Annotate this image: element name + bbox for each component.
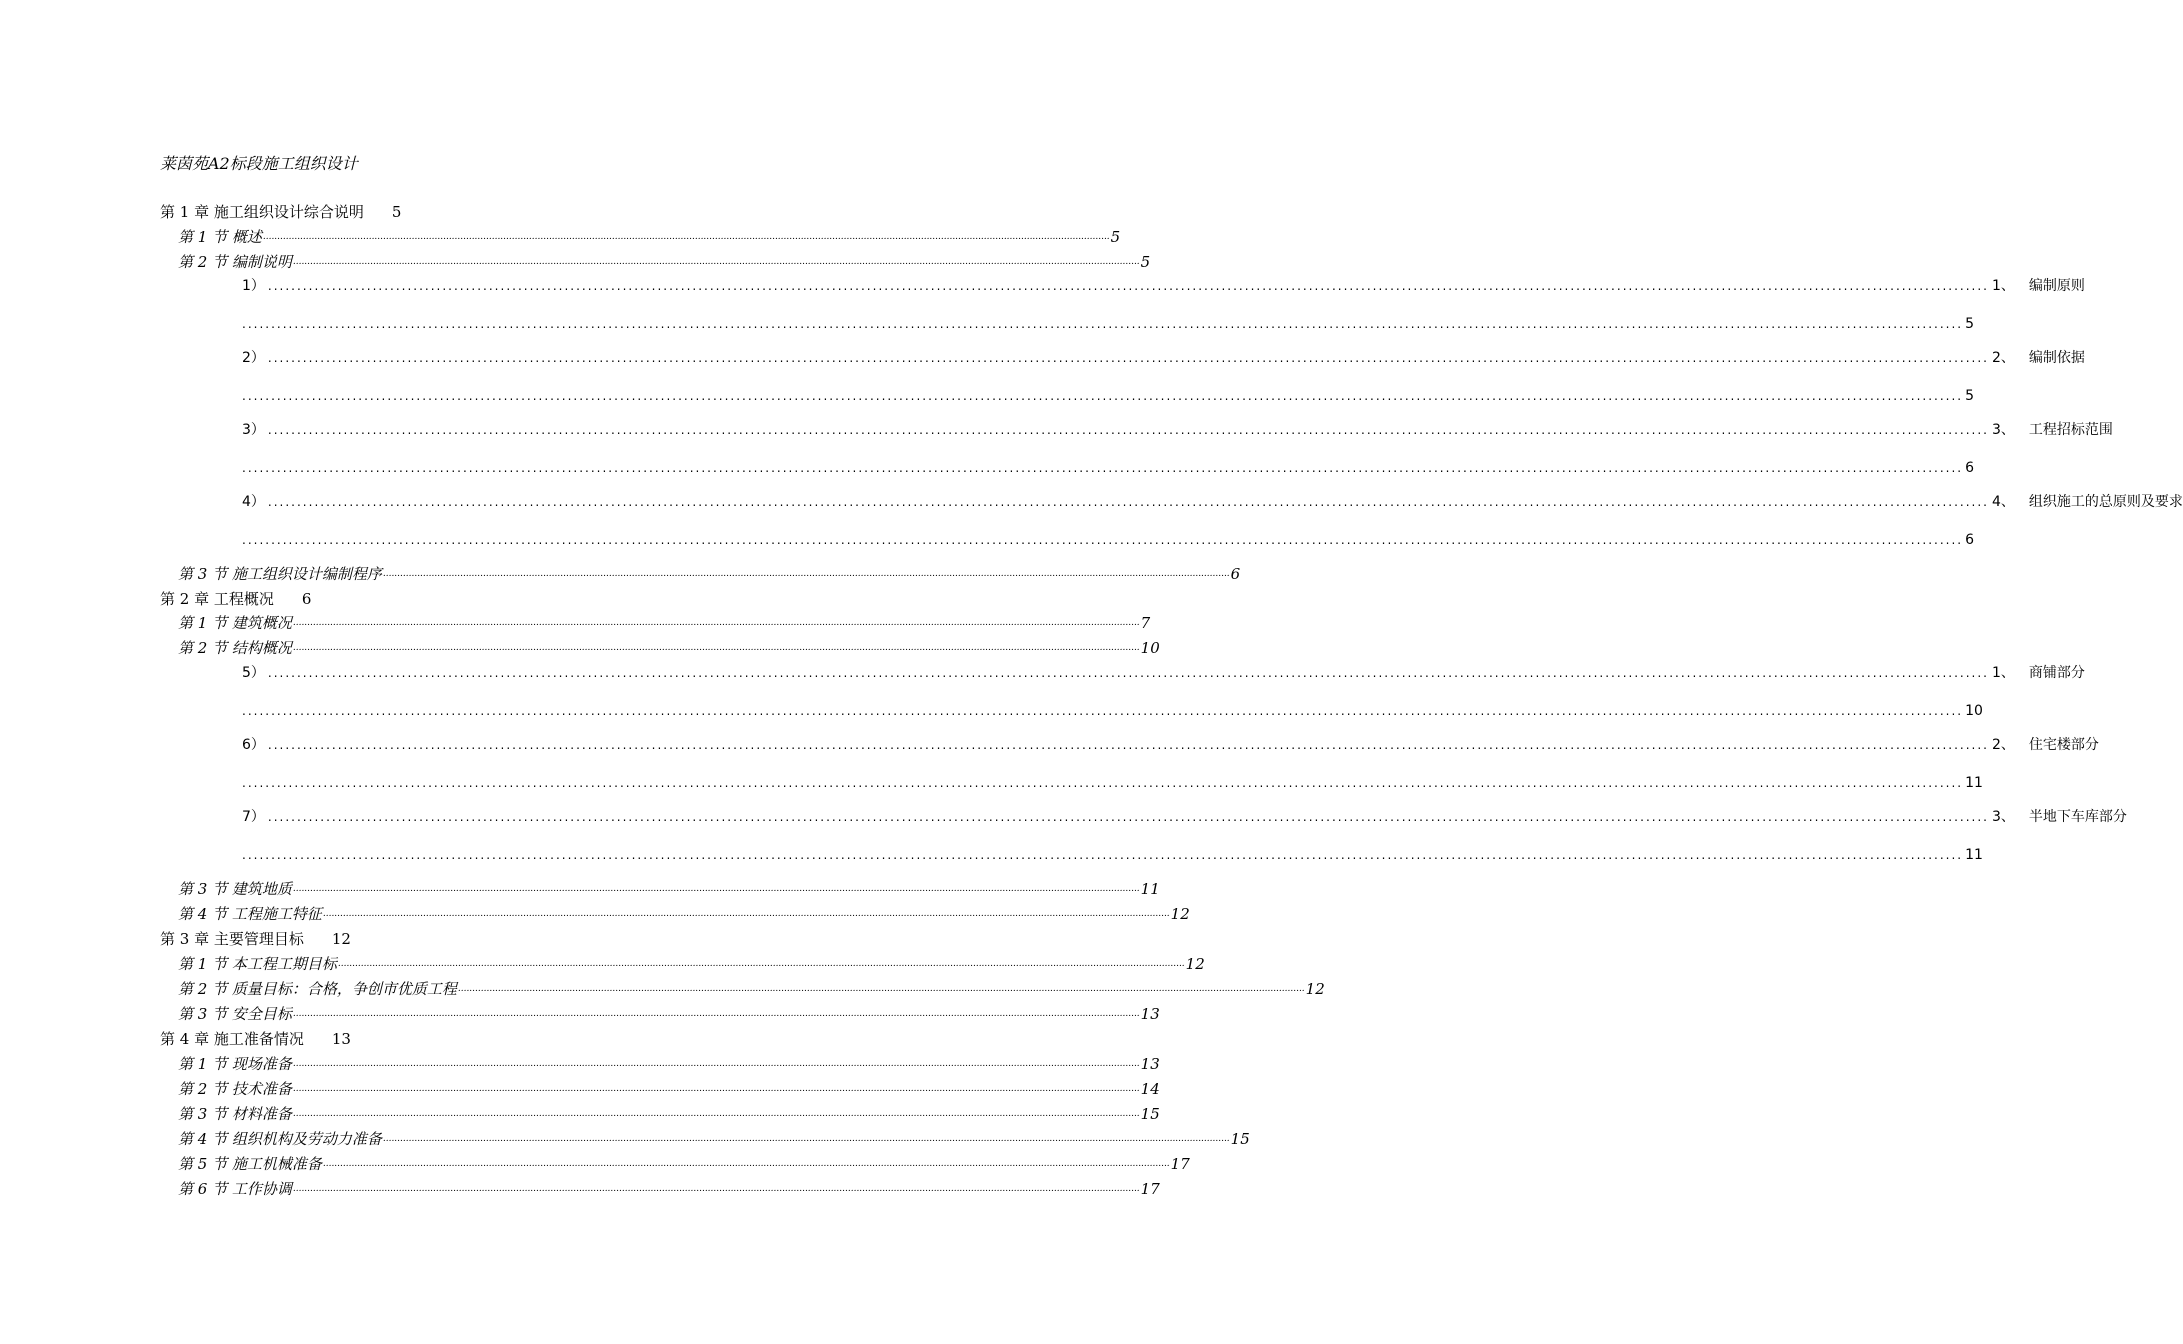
dot-leader: ........................................................................................................................................................................................................................................................................................................ (292, 618, 1140, 628)
toc-section-4-2[interactable] (178, 1078, 1160, 1100)
item-title: 半地下车库部分 (2028, 809, 2127, 825)
section-label: 第 3 节 施工组织设计编制程序 (178, 565, 382, 583)
section-page: 10 (1140, 639, 1160, 657)
item-mark: 1、 (1992, 665, 2015, 681)
toc-item-4-page-line[interactable] (242, 529, 1974, 551)
section-page: 12 (1185, 955, 1205, 973)
section-page: 15 (1140, 1105, 1160, 1123)
toc-section-4-6[interactable] (178, 1178, 1160, 1200)
toc-section-1-2[interactable] (178, 251, 1151, 273)
toc-item-3[interactable] (242, 419, 2113, 441)
dot-leader: ........................................................................................................................................................................................................................................................................................................ (242, 533, 1964, 547)
item-mark: 4、 (1992, 494, 2015, 510)
section-label: 第 1 节 本工程工期目标 (178, 955, 337, 973)
item-title: 工程招标范围 (2028, 422, 2113, 438)
toc-item-5-page-line[interactable] (242, 700, 1983, 722)
item-title: 编制依据 (2028, 350, 2085, 366)
section-label: 第 5 节 施工机械准备 (178, 1155, 322, 1173)
item-title: 组织施工的总原则及要求 (2028, 494, 2183, 510)
section-page: 11 (1140, 880, 1160, 898)
toc-chapter-1[interactable] (160, 201, 401, 223)
item-mark: 2、 (1992, 737, 2015, 753)
section-page: 17 (1170, 1155, 1190, 1173)
item-page: 11 (1965, 847, 1983, 863)
section-label: 第 1 节 概述 (178, 228, 262, 246)
section-label: 第 2 节 技术准备 (178, 1080, 292, 1098)
item-number: 7） (242, 809, 265, 825)
dot-leader: ........................................................................................................................................................................................................................................................................................................ (457, 984, 1305, 994)
section-label: 第 1 节 现场准备 (178, 1055, 292, 1073)
item-title: 编制原则 (2028, 278, 2085, 294)
toc-item-7-page-line[interactable] (242, 844, 1983, 866)
dot-leader: ........................................................................................................................................................................................................................................................................................................ (242, 848, 1964, 862)
section-label: 第 2 节 质量目标：合格，争创市优质工程 (178, 980, 457, 998)
dot-leader: ........................................................................................................................................................................................................................................................................................................ (267, 495, 1989, 509)
item-number: 6） (242, 737, 265, 753)
section-label: 第 2 节 结构概况 (178, 639, 292, 657)
dot-leader: ........................................................................................................................................................................................................................................................................................................ (267, 810, 1989, 824)
toc-item-5[interactable] (242, 662, 2085, 684)
chapter-page: 6 (301, 590, 312, 608)
dot-leader: ........................................................................................................................................................................................................................................................................................................ (292, 257, 1140, 267)
dot-leader: ........................................................................................................................................................................................................................................................................................................ (267, 666, 1989, 680)
dot-leader: ........................................................................................................................................................................................................................................................................................................ (267, 279, 1989, 293)
item-mark: 3、 (1992, 809, 2015, 825)
dot-leader: ........................................................................................................................................................................................................................................................................................................ (292, 884, 1140, 894)
dot-leader: ........................................................................................................................................................................................................................................................................................................ (242, 389, 1964, 403)
toc-section-2-1[interactable] (178, 612, 1151, 634)
chapter-page: 5 (391, 203, 402, 221)
toc-section-3-2[interactable] (178, 978, 1325, 1000)
section-page: 7 (1140, 614, 1151, 632)
toc-item-6-page-line[interactable] (242, 772, 1983, 794)
chapter-label: 第 3 章 主要管理目标 (160, 930, 304, 948)
dot-leader: ........................................................................................................................................................................................................................................................................................................ (267, 738, 1989, 752)
item-page: 5 (1965, 388, 1974, 404)
dot-leader: ........................................................................................................................................................................................................................................................................................................ (382, 569, 1230, 579)
toc-item-2[interactable] (242, 347, 2085, 369)
section-label: 第 4 节 工程施工特征 (178, 905, 322, 923)
section-label: 第 3 节 材料准备 (178, 1105, 292, 1123)
item-number: 5） (242, 665, 265, 681)
toc-section-2-4[interactable] (178, 903, 1190, 925)
dot-leader: ........................................................................................................................................................................................................................................................................................................ (322, 1159, 1170, 1169)
chapter-label: 第 4 章 施工准备情况 (160, 1030, 304, 1048)
section-page: 12 (1305, 980, 1325, 998)
toc-section-3-3[interactable] (178, 1003, 1160, 1025)
toc-section-4-3[interactable] (178, 1103, 1160, 1125)
section-page: 12 (1170, 905, 1190, 923)
item-page: 5 (1965, 316, 1974, 332)
toc-section-4-4[interactable] (178, 1128, 1250, 1150)
dot-leader: ........................................................................................................................................................................................................................................................................................................ (242, 704, 1964, 718)
chapter-page: 12 (331, 930, 351, 948)
dot-leader: ........................................................................................................................................................................................................................................................................................................ (292, 1084, 1140, 1094)
document-title: 莱茵苑A2标段施工组织设计 (160, 154, 358, 173)
dot-leader: ........................................................................................................................................................................................................................................................................................................ (267, 423, 1989, 437)
item-number: 1） (242, 278, 265, 294)
toc-section-4-1[interactable] (178, 1053, 1160, 1075)
section-label: 第 3 节 建筑地质 (178, 880, 292, 898)
dot-leader: ........................................................................................................................................................................................................................................................................................................ (292, 643, 1140, 653)
toc-section-3-1[interactable] (178, 953, 1205, 975)
section-page: 14 (1140, 1080, 1160, 1098)
toc-chapter-3[interactable] (160, 928, 351, 950)
item-mark: 3、 (1992, 422, 2015, 438)
chapter-page: 13 (331, 1030, 351, 1048)
section-label: 第 3 节 安全目标 (178, 1005, 292, 1023)
dot-leader: ........................................................................................................................................................................................................................................................................................................ (267, 351, 1989, 365)
section-page: 17 (1140, 1180, 1160, 1198)
dot-leader: ........................................................................................................................................................................................................................................................................................................ (292, 1184, 1140, 1194)
dot-leader: ........................................................................................................................................................................................................................................................................................................ (382, 1134, 1230, 1144)
item-mark: 2、 (1992, 350, 2015, 366)
toc-item-7[interactable] (242, 806, 2127, 828)
item-page: 6 (1965, 532, 1974, 548)
toc-section-2-2[interactable] (178, 637, 1160, 659)
toc-item-3-page-line[interactable] (242, 457, 1974, 479)
dot-leader: ........................................................................................................................................................................................................................................................................................................ (322, 909, 1170, 919)
dot-leader: ........................................................................................................................................................................................................................................................................................................ (242, 776, 1964, 790)
section-page: 13 (1140, 1055, 1160, 1073)
section-page: 13 (1140, 1005, 1160, 1023)
dot-leader: ........................................................................................................................................................................................................................................................................................................ (292, 1009, 1140, 1019)
item-page: 10 (1965, 703, 1983, 719)
item-page: 6 (1965, 460, 1974, 476)
toc-item-1-page-line[interactable] (242, 313, 1974, 335)
toc-section-2-3[interactable] (178, 878, 1160, 900)
section-page: 15 (1230, 1130, 1250, 1148)
dot-leader: ........................................................................................................................................................................................................................................................................................................ (242, 461, 1964, 475)
chapter-label: 第 1 章 施工组织设计综合说明 (160, 203, 364, 221)
toc-section-1-3[interactable] (178, 563, 1241, 585)
item-number: 2） (242, 350, 265, 366)
section-label: 第 2 节 编制说明 (178, 253, 292, 271)
toc-section-1-1[interactable] (178, 226, 1121, 248)
section-page: 5 (1110, 228, 1121, 246)
dot-leader: ........................................................................................................................................................................................................................................................................................................ (292, 1059, 1140, 1069)
toc-section-4-5[interactable] (178, 1153, 1190, 1175)
item-title: 住宅楼部分 (2028, 737, 2099, 753)
dot-leader: ........................................................................................................................................................................................................................................................................................................ (262, 232, 1110, 242)
section-page: 5 (1140, 253, 1151, 271)
dot-leader: ........................................................................................................................................................................................................................................................................................................ (242, 317, 1964, 331)
dot-leader: ........................................................................................................................................................................................................................................................................................................ (337, 959, 1185, 969)
item-mark: 1、 (1992, 278, 2015, 294)
item-title: 商铺部分 (2028, 665, 2085, 681)
toc-item-1[interactable] (242, 275, 2085, 297)
section-label: 第 6 节 工作协调 (178, 1180, 292, 1198)
toc-item-4[interactable] (242, 491, 2183, 513)
toc-item-2-page-line[interactable] (242, 385, 1974, 407)
dot-leader: ........................................................................................................................................................................................................................................................................................................ (292, 1109, 1140, 1119)
item-number: 4） (242, 494, 265, 510)
section-label: 第 1 节 建筑概况 (178, 614, 292, 632)
toc-chapter-4[interactable] (160, 1028, 351, 1050)
toc-item-6[interactable] (242, 734, 2099, 756)
chapter-label: 第 2 章 工程概况 (160, 590, 274, 608)
item-number: 3） (242, 422, 265, 438)
section-page: 6 (1230, 565, 1241, 583)
item-page: 11 (1965, 775, 1983, 791)
section-label: 第 4 节 组织机构及劳动力准备 (178, 1130, 382, 1148)
toc-chapter-2[interactable] (160, 588, 311, 610)
